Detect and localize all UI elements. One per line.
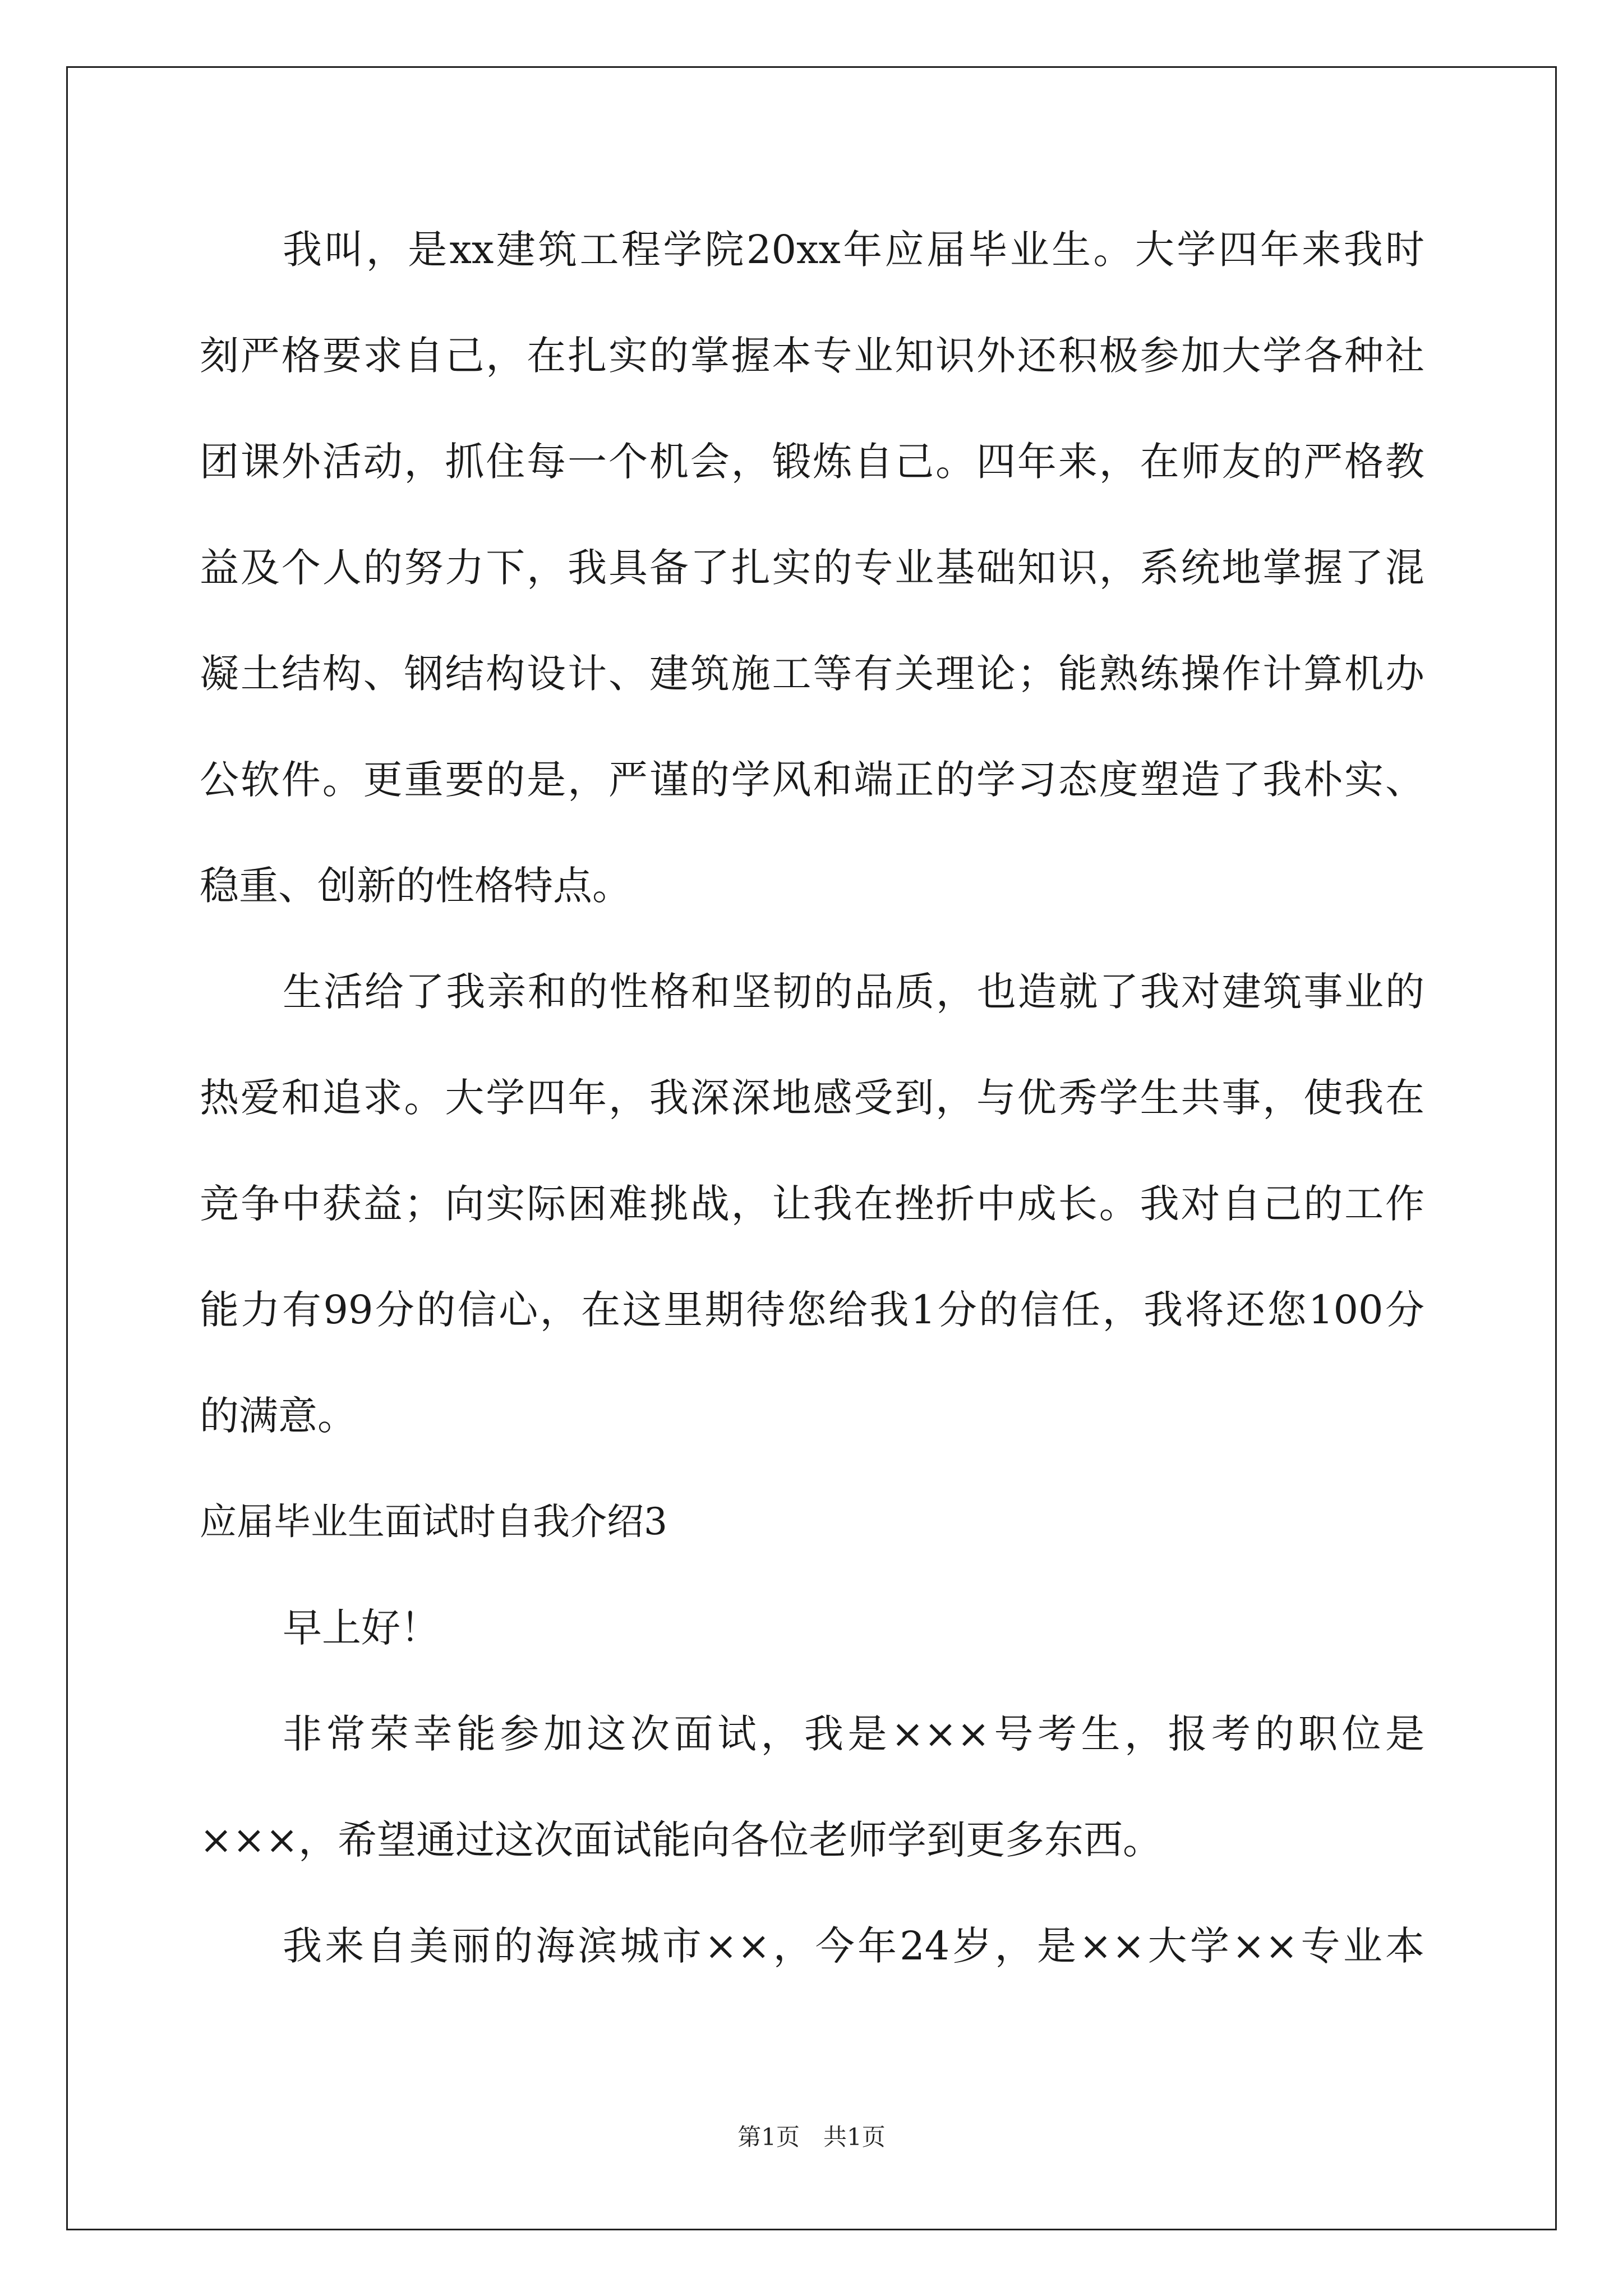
paragraph-2-line-3: 竞争中获益；向实际困难挑战，让我在挫折中成长。我对自己的工作	[200, 1181, 1424, 1227]
paragraph-1-line-6: 公软件。更重要的是，严谨的学风和端正的学习态度塑造了我朴实、	[200, 757, 1424, 803]
paragraph-1-line-5: 凝土结构、钢结构设计、建筑施工等有关理论；能熟练操作计算机办	[200, 651, 1424, 697]
page-number-footer: 第1页 共1页	[737, 2123, 886, 2151]
greeting-line: 早上好！	[283, 1605, 440, 1651]
page-border	[66, 66, 1557, 2230]
paragraph-1-line-4: 益及个人的努力下，我具备了扎实的专业基础知识，系统地掌握了混	[200, 545, 1424, 591]
paragraph-2-line-5: 的满意。	[200, 1393, 357, 1439]
paragraph-2-line-1: 生活给了我亲和的性格和坚韧的品质，也造就了我对建筑事业的	[283, 969, 1424, 1015]
paragraph-2-line-4: 能力有99分的信心，在这里期待您给我1分的信任，我将还您100分	[200, 1287, 1424, 1333]
paragraph-1-line-1: 我叫，是xx建筑工程学院20xx年应届毕业生。大学四年来我时	[283, 227, 1424, 273]
paragraph-1-line-2: 刻严格要求自己，在扎实的掌握本专业知识外还积极参加大学各种社	[200, 333, 1424, 379]
paragraph-4-line-1: 我来自美丽的海滨城市××，今年24岁，是××大学××专业本	[283, 1923, 1424, 1969]
section-heading: 应届毕业生面试时自我介绍3	[200, 1500, 667, 1543]
paragraph-2-line-2: 热爱和追求。大学四年，我深深地感受到，与优秀学生共事，使我在	[200, 1075, 1424, 1121]
paragraph-3-line-1: 非常荣幸能参加这次面试，我是×××号考生，报考的职位是	[283, 1711, 1424, 1757]
paragraph-3-line-2: ×××，希望通过这次面试能向各位老师学到更多东西。	[200, 1817, 1162, 1863]
paragraph-1-line-3: 团课外活动，抓住每一个机会，锻炼自己。四年来，在师友的严格教	[200, 439, 1424, 485]
paragraph-1-line-7: 稳重、创新的性格特点。	[200, 863, 631, 909]
